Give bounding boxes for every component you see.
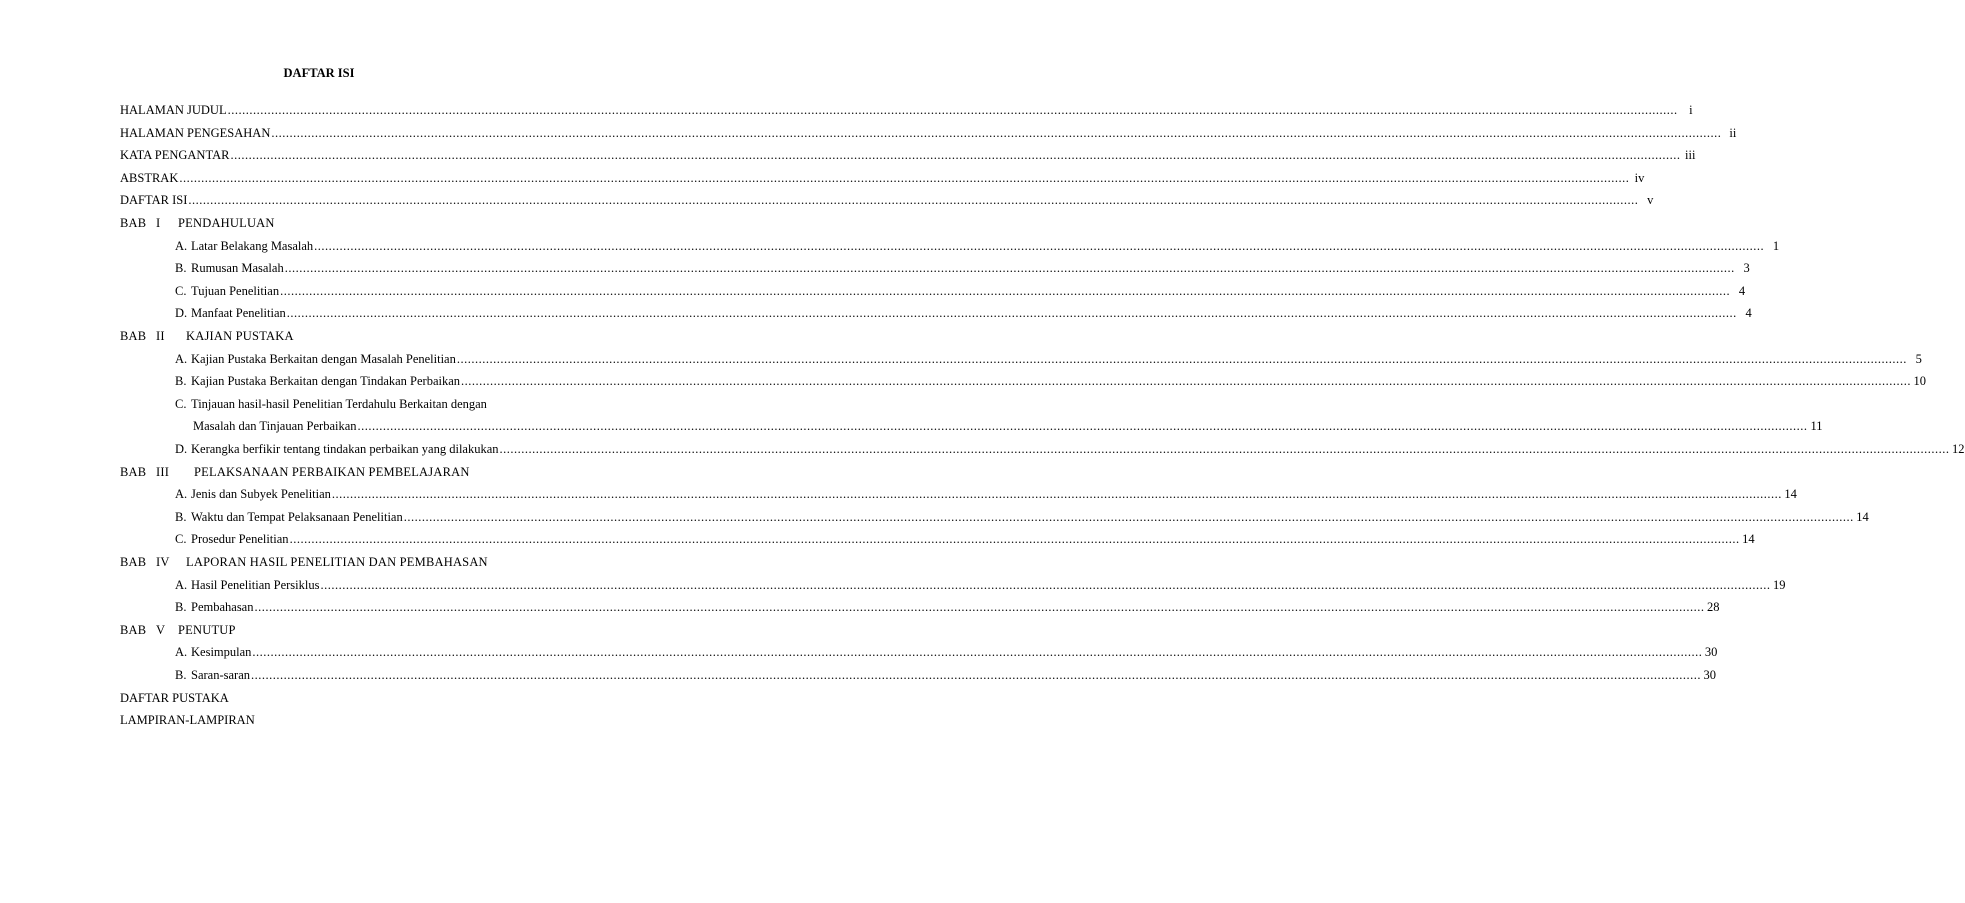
dot-leader: ................................................................................................................................................................................................................................................................................................................................................................................................................ — [403, 509, 1854, 524]
toc-front-entry — [120, 143, 1696, 163]
entry-label-wrap — [175, 238, 313, 254]
toc-sub-entry — [175, 437, 1965, 457]
entry-label-wrap — [120, 170, 178, 186]
entry-label: Latar Belakang Masalah — [191, 238, 314, 253]
toc-sub-entry — [175, 663, 1716, 683]
entry-label: DAFTAR PUSTAKA — [120, 690, 229, 705]
page-number: 11 — [1810, 419, 1823, 434]
dot-leader: ................................................................................................................................................................................................................................................................................................................................................................................................................ — [284, 261, 1735, 276]
entry-letter: C. — [175, 532, 187, 547]
toc-sub-entry — [175, 640, 1718, 660]
entry-label-wrap — [120, 192, 187, 208]
chapter-label — [120, 464, 470, 480]
dot-leader: ................................................................................................................................................................................................................................................................................................................................................................................................................ — [252, 645, 1703, 660]
entry-label: LAMPIRAN-LAMPIRAN — [120, 713, 255, 728]
entry-label: Saran-saran — [191, 668, 250, 682]
page-number: 14 — [1742, 532, 1755, 547]
entry-label-wrap — [175, 441, 499, 457]
entry-label-wrap — [120, 125, 270, 141]
entry-letter: B. — [175, 374, 187, 389]
toc-sub-entry — [175, 256, 1750, 276]
dot-leader: ................................................................................................................................................................................................................................................................................................................................................................................................................ — [289, 532, 1740, 547]
chapter-bab-word: BAB — [120, 464, 147, 479]
entry-label: Pembahasan — [191, 600, 254, 615]
toc-chapter-heading — [120, 618, 543, 638]
chapter-bab-word: BAB — [120, 555, 147, 569]
page-number: i — [1689, 103, 1693, 117]
dot-leader: ................................................................................................................................................................................................................................................................................................................................................................................................................ — [331, 487, 1782, 502]
page-number: ii — [1729, 125, 1737, 140]
entry-label: HALAMAN PENGESAHAN — [120, 125, 271, 140]
entry-label-wrap — [175, 577, 319, 593]
page-number: 28 — [1706, 600, 1720, 615]
entry-label: ABSTRAK — [120, 170, 179, 185]
toc-front-entry — [120, 188, 1654, 208]
toc-front-entry — [120, 98, 1693, 118]
entry-label: Prosedur Penelitian — [191, 532, 289, 547]
entry-letter: B. — [175, 261, 187, 276]
entry-letter: A. — [175, 487, 188, 502]
page-number: 12 — [1952, 442, 1965, 456]
toc-sub-entry — [175, 482, 1797, 502]
page-number: 14 — [1856, 509, 1869, 524]
entry-label: Waktu dan Tempat Pelaksanaan Penelitian — [191, 509, 403, 524]
entry-label-wrap — [175, 351, 456, 367]
dot-leader: ................................................................................................................................................................................................................................................................................................................................................................................................................ — [254, 600, 1705, 615]
page-number: 14 — [1784, 487, 1797, 502]
chapter-number: V — [156, 622, 166, 637]
dot-leader: ................................................................................................................................................................................................................................................................................................................................................................................................................ — [188, 193, 1639, 208]
entry-letter: C. — [175, 396, 187, 411]
dot-leader: ................................................................................................................................................................................................................................................................................................................................................................................................................ — [461, 374, 1912, 389]
toc-back-matter — [120, 686, 543, 706]
page-number: 10 — [1913, 374, 1927, 389]
toc-sub-entry — [193, 414, 1823, 434]
entry-letter: B. — [175, 600, 187, 615]
entry-label-wrap — [175, 509, 403, 525]
chapter-label — [120, 554, 488, 570]
entry-label: Masalah dan Tinjauan Perbaikan — [193, 419, 357, 434]
chapter-bab-word: BAB — [120, 216, 147, 230]
chapter-title: PELAKSANAAN PERBAIKAN PEMBELAJARAN — [194, 464, 470, 479]
entry-letter: D. — [175, 306, 188, 321]
page-number: 1 — [1772, 238, 1780, 253]
dot-leader: ................................................................................................................................................................................................................................................................................................................................................................................................................ — [251, 668, 1701, 682]
entry-label: Kerangka berfikir tentang tindakan perbaikan yang dilakukan — [191, 442, 499, 456]
page-title: DAFTAR ISI — [283, 66, 355, 80]
toc-chapter-heading — [120, 324, 543, 344]
dot-leader: ................................................................................................................................................................................................................................................................................................................................................................................................................ — [227, 103, 1678, 117]
chapter-number: III — [156, 464, 170, 479]
chapter-label — [120, 215, 275, 231]
entry-letter: B. — [175, 668, 187, 682]
chapter-label — [120, 622, 236, 638]
toc-sub-entry — [175, 279, 1746, 299]
chapter-bab-word: BAB — [120, 329, 147, 343]
page-number: 4 — [1745, 306, 1752, 321]
dot-leader: ................................................................................................................................................................................................................................................................................................................................................................................................................ — [314, 238, 1765, 253]
chapter-title: KAJIAN PUSTAKA — [186, 329, 294, 343]
dot-leader: ................................................................................................................................................................................................................................................................................................................................................................................................................ — [456, 351, 1907, 366]
toc-sub-entry — [175, 347, 1922, 367]
toc-chapter-heading — [120, 550, 543, 570]
entry-label: Kajian Pustaka Berkaitan dengan Masalah Penelitian — [191, 351, 456, 366]
dot-leader: ................................................................................................................................................................................................................................................................................................................................................................................................................ — [280, 283, 1731, 298]
entry-label-wrap — [193, 418, 357, 434]
page-number: iv — [1634, 170, 1645, 185]
entry-label: Jenis dan Subyek Penelitian — [191, 487, 331, 502]
dot-leader: ................................................................................................................................................................................................................................................................................................................................................................................................................ — [286, 306, 1737, 321]
page-number: 4 — [1738, 283, 1746, 298]
entry-label-wrap — [175, 486, 331, 502]
entry-label-wrap — [175, 396, 487, 412]
page-number: 3 — [1743, 261, 1750, 276]
entry-label: DAFTAR ISI — [120, 193, 188, 208]
entry-label-wrap — [175, 373, 460, 389]
dot-leader: ................................................................................................................................................................................................................................................................................................................................................................................................................ — [271, 125, 1722, 140]
chapter-title: PENUTUP — [178, 622, 236, 637]
toc-sub-entry — [175, 301, 1752, 321]
entry-label-wrap — [175, 283, 279, 299]
entry-label-wrap — [175, 667, 250, 683]
dot-leader: ................................................................................................................................................................................................................................................................................................................................................................................................................ — [320, 577, 1771, 592]
toc-sub-entry — [175, 527, 1755, 547]
page-number: 5 — [1915, 351, 1922, 366]
chapter-bab-word: BAB — [120, 622, 147, 637]
entry-label: Hasil Penelitian Persiklus — [191, 577, 320, 592]
chapter-label — [120, 328, 294, 344]
entry-letter: A. — [175, 351, 188, 366]
entry-label-wrap — [120, 147, 229, 163]
toc-sub-entry — [175, 234, 1780, 254]
entry-label: Tinjauan hasil-hasil Penelitian Terdahulu Berkaitan dengan — [191, 396, 487, 411]
entry-label: Tujuan Penelitian — [191, 283, 280, 298]
page-number: 30 — [1704, 645, 1718, 660]
chapter-title: PENDAHULUAN — [178, 216, 275, 230]
dot-leader: ................................................................................................................................................................................................................................................................................................................................................................................................................ — [357, 419, 1808, 434]
dot-leader: ................................................................................................................................................................................................................................................................................................................................................................................................................ — [499, 442, 1950, 456]
entry-letter: A. — [175, 577, 188, 592]
toc-front-entry — [120, 121, 1737, 141]
toc-back-matter — [120, 708, 543, 728]
entry-label: Kajian Pustaka Berkaitan dengan Tindakan Perbaikan — [191, 374, 461, 389]
chapter-number: I — [156, 216, 161, 230]
toc-sub-entry — [175, 392, 543, 412]
entry-label: Rumusan Masalah — [191, 261, 284, 276]
chapter-number: IV — [156, 555, 170, 569]
entry-label: KATA PENGANTAR — [120, 148, 230, 163]
entry-label-wrap — [175, 531, 289, 547]
toc-chapter-heading — [120, 211, 543, 231]
toc-sub-entry — [175, 595, 1720, 615]
entry-label: HALAMAN JUDUL — [120, 103, 227, 117]
toc-sub-entry — [175, 369, 1927, 389]
toc-sub-entry — [175, 573, 1786, 593]
chapter-number: II — [156, 329, 165, 343]
entry-label-wrap — [120, 102, 227, 118]
entry-letter: B. — [175, 509, 187, 524]
toc-front-entry — [120, 166, 1645, 186]
entry-label-wrap — [175, 260, 284, 276]
entry-label-wrap — [175, 599, 253, 615]
entry-label-wrap — [175, 305, 286, 321]
entry-letter: C. — [175, 283, 187, 298]
page-number: 19 — [1772, 577, 1786, 592]
toc-sub-entry — [175, 505, 1869, 525]
page-number: v — [1647, 193, 1654, 208]
dot-leader: ................................................................................................................................................................................................................................................................................................................................................................................................................ — [179, 170, 1630, 185]
entry-label: Kesimpulan — [191, 645, 252, 660]
entry-letter: D. — [175, 442, 188, 456]
page-number: iii — [1685, 148, 1696, 163]
entry-letter: A. — [175, 645, 188, 660]
entry-label-wrap — [175, 644, 251, 660]
chapter-title: LAPORAN HASIL PENELITIAN DAN PEMBAHASAN — [186, 555, 488, 569]
dot-leader: ................................................................................................................................................................................................................................................................................................................................................................................................................ — [230, 148, 1681, 163]
entry-letter: A. — [175, 238, 188, 253]
page-number: 30 — [1703, 668, 1716, 682]
entry-label: Manfaat Penelitian — [191, 306, 286, 321]
toc-chapter-heading — [120, 460, 543, 480]
